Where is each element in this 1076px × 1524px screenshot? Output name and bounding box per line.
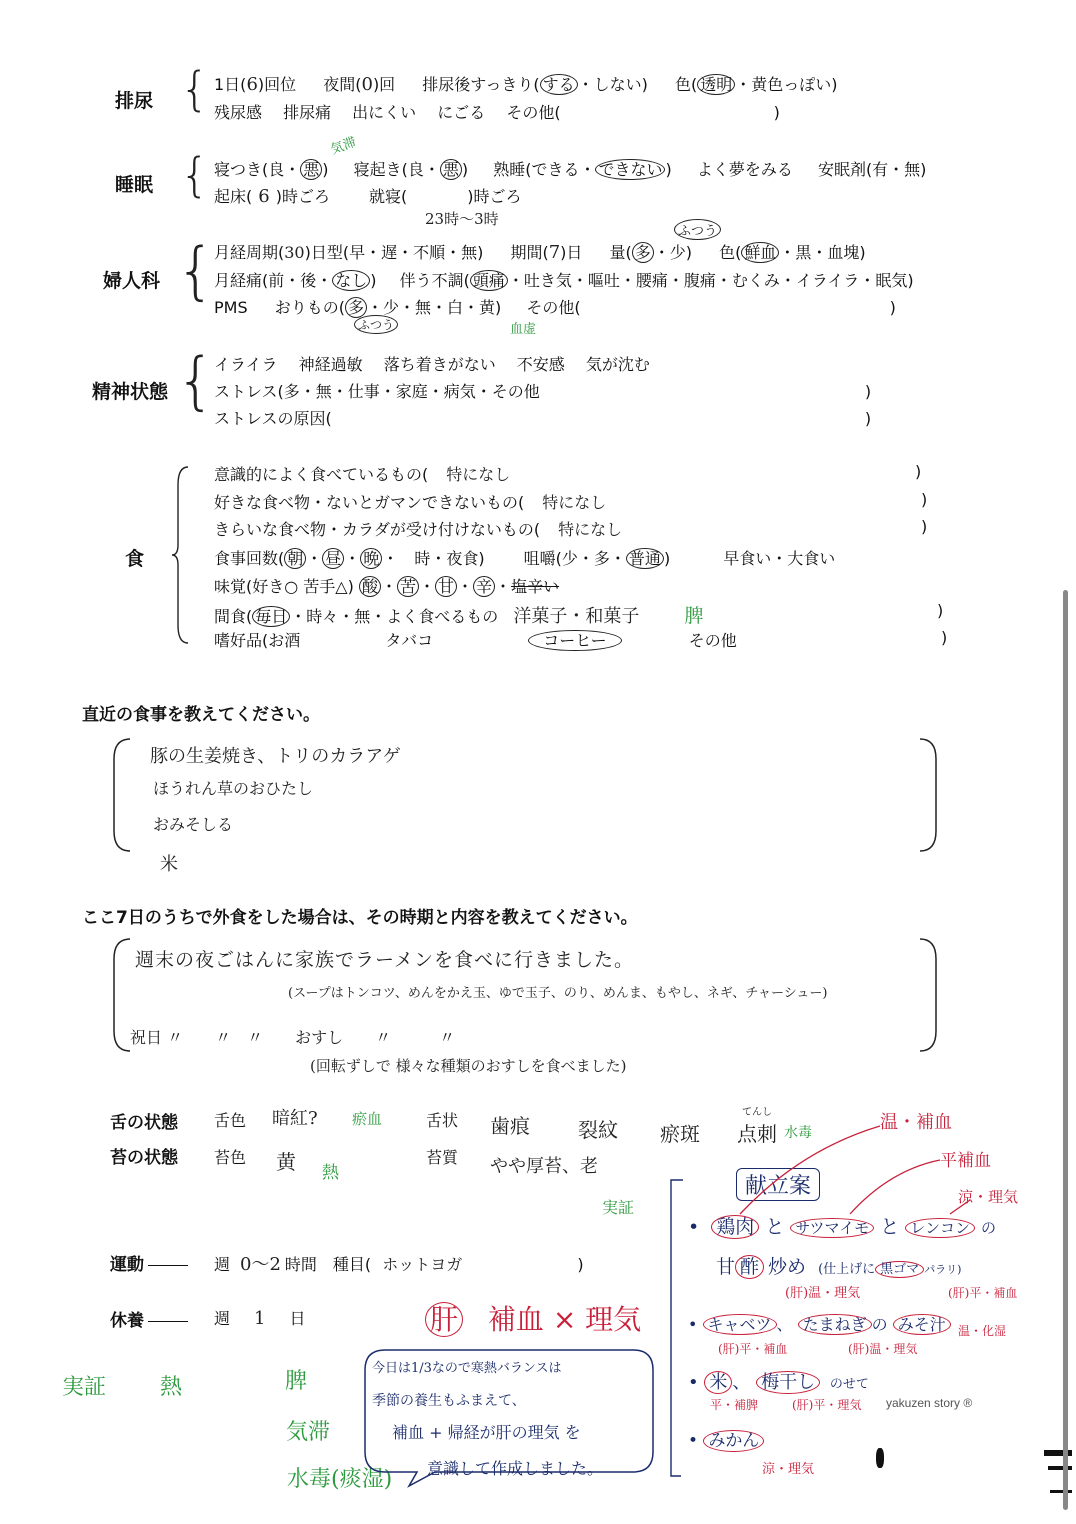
coating-color-label: 苔色 [214, 1148, 247, 1167]
tongue-shape-note: 水毒 [784, 1125, 812, 1141]
tongue-shape-1: 歯痕 [490, 1114, 530, 1138]
eating-out-line-3: 祝日 〃 〃 〃 おすし 〃 〃 [130, 1028, 456, 1047]
recent-meal-line-4: 米 [160, 854, 178, 875]
menu-item-3: • 米 、 梅干し のせて [688, 1372, 869, 1393]
menu-title: 献立案 [736, 1168, 820, 1201]
menu-bullet: • [688, 1216, 700, 1238]
recent-meal-line-2: ほうれん草のおひたし [153, 779, 314, 798]
sleep-note-qi: 気滞 [328, 134, 359, 158]
tongue-label: 舌の状態 [110, 1113, 178, 1133]
menu-item-1b: 甘 酢 炒め (仕上げに 黒ゴマ パラリ) [716, 1256, 962, 1278]
recent-meal-line-1: 豚の生姜焼き、トリのカラアゲ [150, 746, 401, 767]
gyne-line1: 月経周期(30)日型(早・遅・不順・無) 期間(7)日 量( 多 ・少) 色( 鮮血 ・黒・血塊) [214, 242, 866, 263]
diagnosis-2: 熱 [160, 1375, 183, 1400]
urination-color-circled: 透明 [697, 74, 735, 95]
urination-after-circled: する [540, 74, 578, 95]
exercise-row: 週 0〜2 時間 種目( ホットヨガ ) [214, 1254, 584, 1275]
tongue-shape-4: 点刺 [737, 1122, 777, 1146]
food-meals: 食事回数( 朝 ・ 昼 ・ 晩 ・ 時・夜食) 咀嚼(少・多・ 普通 ) 早食い・大食い [214, 549, 836, 568]
eating-out-heading: ここ7日のうちで外食をした場合は、その時期と内容を教えてください。 [82, 908, 638, 928]
sleep-line2: 起床( 6 )時ごろ 就寝( )時ごろ [214, 186, 522, 207]
menu-item-1: • 鶏肉 と サツマイモ と レンコン の [688, 1216, 997, 1238]
coating-note: 実証 [602, 1198, 635, 1217]
red-title-organ: 肝 [425, 1302, 463, 1337]
eating-out-line-1: 週末の夜ごはんに家族でラーメンを食べに行きました。 [135, 949, 635, 971]
ann-warm-blood: 温・補血 [880, 1112, 952, 1133]
diagnosis-3: 脾 [285, 1369, 308, 1394]
diagnosis-1: 実証 [62, 1375, 107, 1400]
food-q3: きらいな食べ物・カラダが受け付けないもの( 特になし [214, 520, 623, 539]
ann-flat-qi: (肝)平・理気 [792, 1398, 862, 1412]
diagnosis-4: 気滞 [286, 1420, 331, 1445]
tongue-color-value: 暗紅? [272, 1108, 318, 1129]
exercise-label: 運動 [110, 1250, 188, 1275]
mental-line3: ストレスの原因( ) [214, 409, 872, 428]
food-pref-close: ) [941, 628, 948, 647]
recent-meal-line-3: おみそしる [153, 815, 234, 834]
tongue-color-note: 瘀血 [352, 1110, 383, 1128]
coating-color-note: 熱 [322, 1163, 339, 1183]
ann-cool-qi2: 涼・理気 [762, 1462, 815, 1477]
food-pref: 嗜好品(お酒 タバコ コーヒー その他 [214, 631, 737, 650]
coating-quality-label: 苔質 [426, 1148, 459, 1167]
eating-out-line-4: (回転ずしで 様々な種類のおすしを食べました) [310, 1057, 627, 1075]
coating-quality-value: やや厚苔、老 [490, 1156, 598, 1177]
sleep-bed-note: 23時〜3時 [425, 210, 499, 228]
mental-line2: ストレス(多・無・仕事・家庭・病気・その他 ) [214, 382, 872, 401]
bubble-line-4: 意識して作成しました。 [427, 1459, 604, 1478]
tongue-shape-3: 瘀斑 [660, 1122, 700, 1146]
coating-label: 苔の状態 [110, 1148, 178, 1168]
food-q1-close: ) [915, 462, 922, 481]
mental-brace: { [176, 344, 216, 417]
food-taste: 味覚(好き○ 苦手△) 酸 ・ 苦 ・ 甘 ・ 辛 ・塩辛い [214, 577, 560, 596]
gyne-line2: 月経痛(前・後・ なし ) 伴う不調( 頭痛 ・吐き気・嘔吐・腰痛・腹痛・むくみ・イライラ・眠気) [214, 271, 914, 290]
gyne-note-blood: 血虚 [510, 322, 537, 337]
gyne-note-normal2: ふつう [354, 315, 398, 334]
ann-flat-blood: (肝)平・補血 [948, 1286, 1018, 1300]
coating-color-value: 黄 [276, 1150, 296, 1174]
ann-cool-qi: 涼・理気 [958, 1188, 1019, 1206]
gyne-note-normal1: ふつう [674, 219, 721, 240]
sleep-label: 睡眠 [115, 174, 154, 196]
gyne-brace: { [176, 234, 216, 307]
food-q2: 好きな食べ物・ないとガマンできないもの( 特になし [214, 493, 607, 512]
sleep-brace: { [180, 148, 210, 202]
rest-row: 週 1 日 [214, 1308, 306, 1329]
ann-warm-wet: 温・化湿 [958, 1324, 1007, 1338]
ann-warm-qi2: (肝)温・理気 [848, 1342, 918, 1356]
urination-brace: { [180, 62, 210, 116]
food-snack-close: ) [937, 601, 944, 620]
brand-mark: yakuzen story ® [886, 1396, 973, 1410]
eating-out-line-2: (スープはトンコツ、めんをかえ玉、ゆで玉子、のり、めんま、もやし、ネギ、チャーシュー) [288, 986, 828, 1001]
food-q2-close: ) [921, 490, 928, 509]
gyne-label: 婦人科 [103, 270, 161, 292]
urination-line2: 残尿感 排尿痛 出にくい にごる その他( ) [214, 103, 780, 122]
ink-spot [876, 1448, 884, 1468]
bubble-line-2: 季節の養生もふまえて、 [372, 1393, 526, 1409]
menu-item-2: • キャベツ 、 たまねぎ の みそ汁 [688, 1312, 951, 1335]
tongue-shape-2: 裂紋 [578, 1118, 618, 1142]
diagnosis-5: 水毒(痰湿) [287, 1467, 393, 1492]
ann-neutral-blood: 平補血 [940, 1151, 991, 1171]
recent-meal-heading: 直近の食事を教えてください。 [82, 705, 320, 725]
bubble-line-3: 補血 + 帰経が肝の理気 を [392, 1423, 581, 1442]
food-q3-close: ) [921, 517, 928, 536]
rest-label: 休養 [110, 1306, 188, 1331]
scrollbar-thumb[interactable] [1063, 590, 1068, 1510]
food-label: 食 [125, 548, 145, 570]
urination-line1: 1日(6)回位 夜間(0)回 排尿後すっきり( する ・しない) 色( 透明 ・黄色っぽい) [214, 74, 838, 95]
ann-flat-spleen: 平・補脾 [710, 1398, 759, 1412]
urination-label: 排尿 [115, 90, 154, 112]
tongue-shape-ruby: てんし [742, 1107, 772, 1118]
ann-warm-qi: (肝)温・理気 [785, 1286, 861, 1301]
mental-line1: イライラ 神経過敏 落ち着きがない 不安感 気が沈む [214, 355, 650, 374]
sleep-line1: 寝つき(良・ 悪 ) 寝起き(良・ 悪 ) 熟睡(できる・ できない ) よく夢をみる 安眠剤(有・無) [214, 160, 927, 179]
mental-label: 精神状態 [92, 381, 169, 403]
gyne-line3: PMS おりもの( 多 ・少・無・白・黄) その他( ) [214, 298, 896, 317]
menu-item-4: • みかん [688, 1426, 764, 1451]
bubble-line-1: 今日は1/3なので寒熱バランスは [372, 1361, 562, 1376]
tongue-shape-label: 舌状 [426, 1111, 459, 1130]
red-title: 肝 補血 × 理気 [425, 1298, 641, 1338]
food-q1: 意識的によく食べているもの( 特になし [214, 465, 511, 484]
tongue-color-label: 舌色 [214, 1111, 247, 1130]
food-snack: 間食( 毎日 ・時々・無・よく食べるもの 洋菓子・和菓子 脾 [214, 605, 704, 627]
ann-flat-blood3: (肝)平・補血 [718, 1342, 788, 1356]
